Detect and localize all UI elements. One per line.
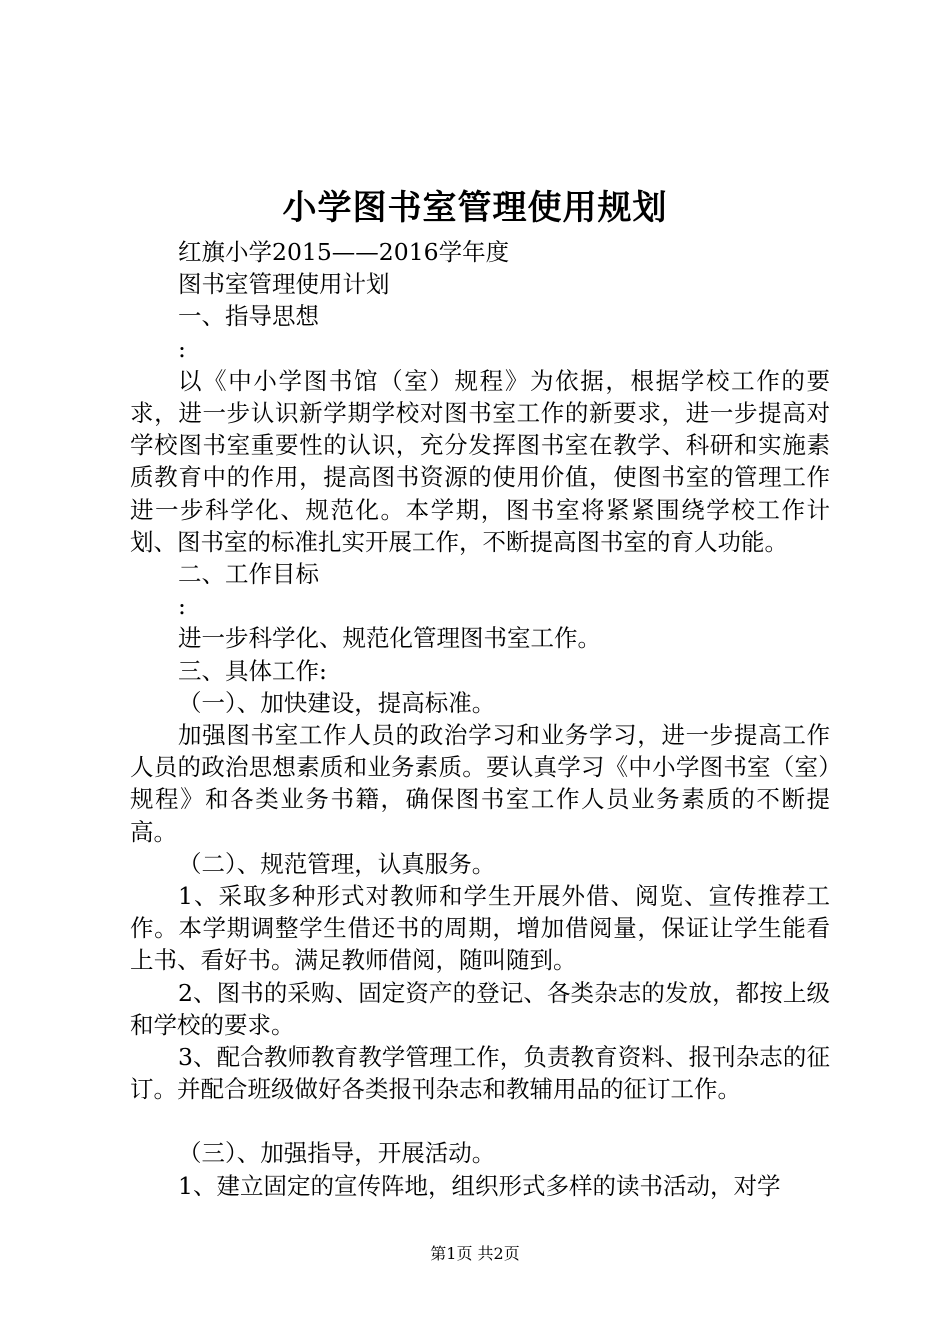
colon-line: : (178, 334, 186, 363)
paragraph-construction: 加强图书室工作人员的政治学习和业务学习，进一步提高工作人员的政治思想素质和业务素质。要认真学习《中小学图书室（室）规程》和各类业务书籍，确保图书室工作人员业务素质的不断提高。 (130, 720, 830, 846)
school-year-line: 红旗小学2015——2016学年度 (178, 238, 510, 266)
subsection-heading-activities: （三）、加强指导，开展活动。 (178, 1139, 496, 1168)
plan-name-line: 图书室管理使用计划 (178, 270, 390, 299)
colon-line: : (178, 592, 186, 621)
blank-line (130, 1105, 830, 1137)
list-item-management-3: 3、配合教师教育教学管理工作，负责教育资料、报刊杂志的征订。并配合班级做好各类报刊杂志和教辅用品的征订工作。 (130, 1042, 830, 1104)
subsection-heading-management: （二）、规范管理，认真服务。 (178, 849, 496, 878)
paragraph-guiding-thought: 以《中小学图书馆（室）规程》为依据，根据学校工作的要求，进一步认识新学期学校对图书室工作的新要求，进一步提高对学校图书室重要性的认识，充分发挥图书室在教学、科研和实施素质教育中的作用，提高图书资源的使用价值，使图书室的管理工作进一步科学化、规范化。本学期，图书室将紧紧围绕学校工作计划、图书室的标准扎实开展工作，不断提高图书室的育人功能。 (130, 366, 830, 556)
page-footer: 第1页 共2页 (430, 1244, 520, 1263)
section-heading-work-goals: 二、工作目标 (178, 559, 319, 588)
document-title: 小学图书室管理使用规划 (282, 188, 668, 228)
list-item-activities-1: 1、建立固定的宣传阵地，组织形式多样的读书活动，对学 (178, 1171, 781, 1200)
section-heading-guiding-thought: 一、指导思想 (178, 302, 319, 331)
list-item-management-1: 1、采取多种形式对教师和学生开展外借、阅览、宣传推荐工作。本学期调整学生借还书的周期，增加借阅量，保证让学生能看上书、看好书。满足教师借阅，随叫随到。 (130, 881, 830, 975)
document-body (130, 236, 830, 1202)
section-heading-specific-work: 三、具体工作: (178, 656, 327, 685)
work-goals-text: 进一步科学化、规范化管理图书室工作。 (178, 624, 601, 653)
list-item-management-2: 2、图书的采购、固定资产的登记、各类杂志的发放，都按上级和学校的要求。 (130, 978, 830, 1039)
subsection-heading-construction: （一）、加快建设，提高标准。 (178, 688, 496, 717)
